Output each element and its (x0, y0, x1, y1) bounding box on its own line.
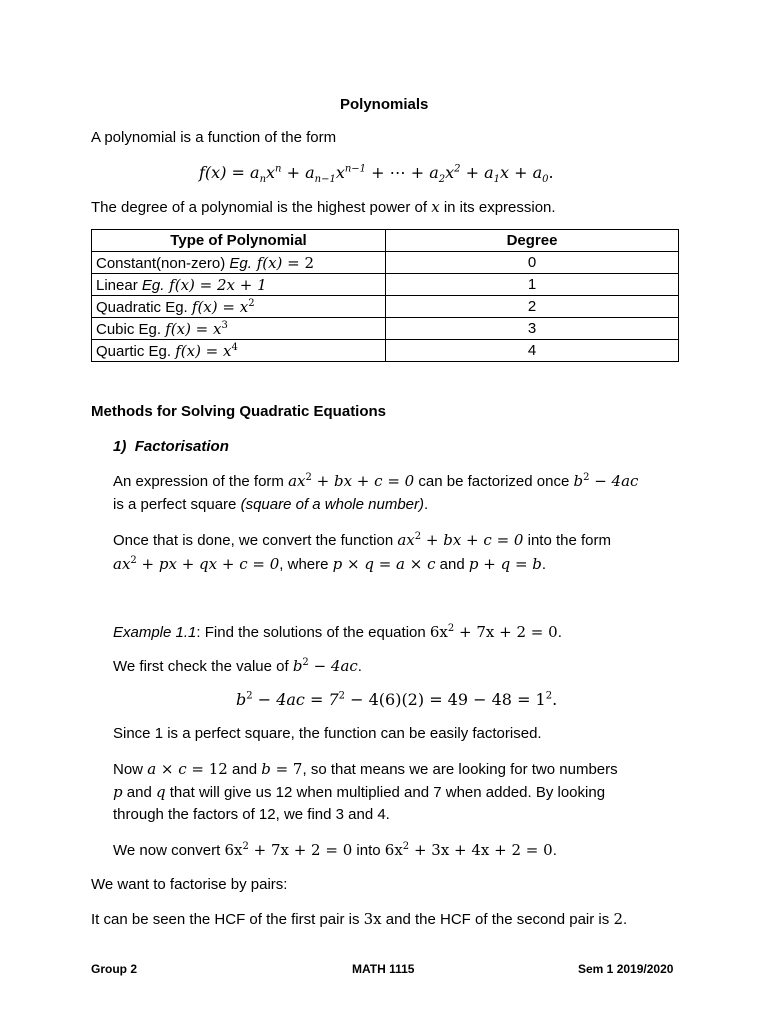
factor-search-line1: Now a × c = 12 and b = 7, so that means we are looking for two numbers (113, 760, 618, 778)
table-row (92, 318, 679, 340)
convert-form-line1: Once that is done, we convert the function $ax^2$ + bx + c = 0 into the form (113, 531, 611, 549)
page-title: Polynomials (340, 96, 429, 113)
discriminant-check: We first check the value of $b^2 - 4ac$. (113, 657, 362, 675)
table-row (92, 296, 679, 318)
factor-search-line2: p and q that will give us 12 when multiplied and 7 when added. By looking (113, 783, 606, 801)
degree-cell: 3 (386, 318, 679, 340)
methods-heading: Methods for Solving Quadratic Equations (91, 403, 387, 420)
degree-cell: 0 (386, 252, 679, 274)
footer-semester: Sem 1 2019/2020 (578, 962, 674, 976)
degree-cell: 2 (386, 296, 679, 318)
type-cell: Constant(non-zero) Eg. f(x) = 2 (92, 252, 386, 274)
factorisation-condition-line2: is a perfect square (square of a whole number). (113, 496, 429, 513)
type-cell: Quadratic Eg. $f(x) = x^2$ (92, 296, 386, 318)
polynomial-degree-table (91, 229, 679, 362)
factor-search-line3: through the factors of 12, we find 3 and 4. (113, 806, 390, 823)
factorisation-heading: 1) Factorisation (113, 438, 229, 455)
discriminant-calculation: $b^2 - 4ac = 7^2 - 4(6)(2) = 49 - 48 = 1^2$. (236, 690, 558, 709)
intro-text: A polynomial is a function of the form (91, 129, 337, 146)
convert-form-line2: $ax^2$ + px + qx + c = 0, where p × q = a × c and p + q = b. (113, 555, 547, 573)
table-header-row (92, 230, 679, 252)
convert-equation: We now convert $6x^2 + 7x + 2 = 0$ into $6x^2 + 3x + 4x + 2 = 0$. (113, 841, 557, 859)
footer-group: Group 2 (91, 962, 138, 976)
factorisation-condition-line1: An expression of the form $ax^2$ + bx + c = 0 can be factorized once $b^2 - 4ac$ (113, 472, 639, 490)
example-statement: Example 1.1: Find the solutions of the equation $6x^2 + 7x + 2 = 0$. (113, 623, 562, 641)
column-header-type: Type of Polynomial (92, 230, 386, 252)
table-row (92, 252, 679, 274)
type-cell: Quartic Eg. $f(x) = x^4$ (92, 340, 386, 362)
column-header-degree: Degree (386, 230, 679, 252)
factorise-by-pairs: We want to factorise by pairs: (91, 876, 288, 893)
degree-cell: 1 (386, 274, 679, 296)
perfect-square-note: Since 1 is a perfect square, the function can be easily factorised. (113, 725, 542, 742)
type-cell: Linear Eg. f(x) = 2x + 1 (92, 274, 386, 296)
table-row (92, 274, 679, 296)
hcf-statement: It can be seen the HCF of the first pair is 3x and the HCF of the second pair is 2. (91, 910, 628, 928)
degree-definition: The degree of a polynomial is the highest power of x in its expression. (91, 198, 556, 216)
degree-cell: 4 (386, 340, 679, 362)
type-cell: Cubic Eg. $f(x) = x^3$ (92, 318, 386, 340)
footer-course: MATH 1115 (352, 962, 415, 976)
table-row (92, 340, 679, 362)
polynomial-formula: $f(x) = a_nx^n + a_{n-1}x^{n-1}$ + ⋯ + $a_2x^2 + a_1x + a_0$. (199, 163, 554, 186)
